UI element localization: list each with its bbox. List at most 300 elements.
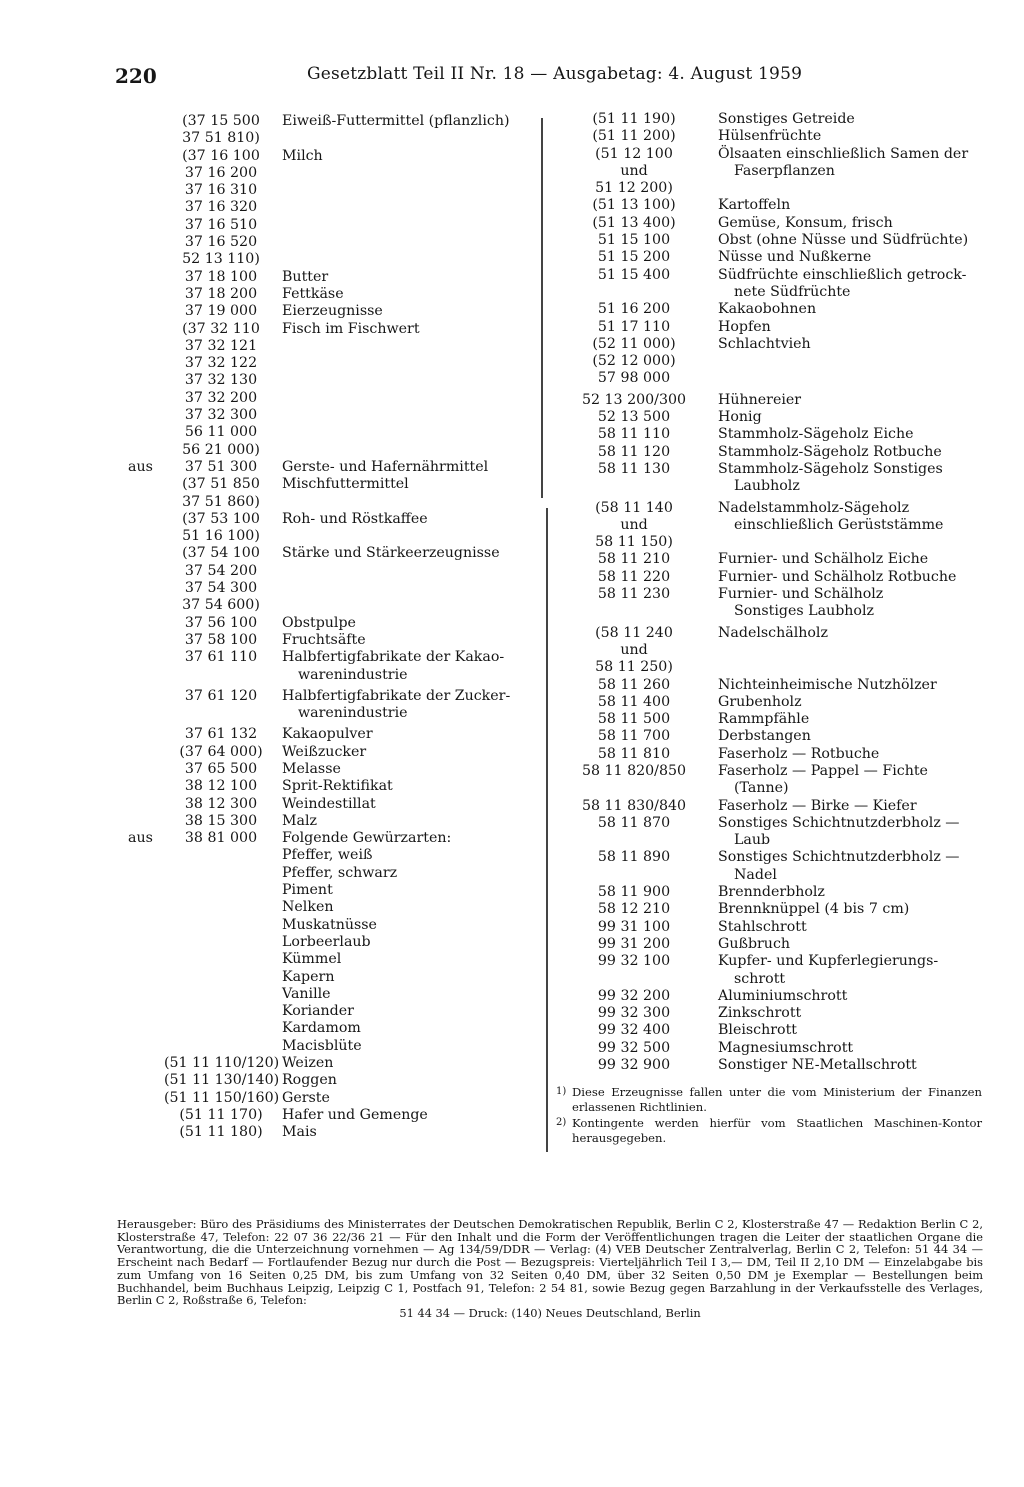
table-row [554,1040,994,1057]
item-description [278,632,528,649]
item-description [714,625,994,642]
item-description [278,286,528,303]
imprint-last-line: 51 44 34 — Druck: (140) Neues Deutschland, Berlin [399,1305,701,1320]
description-text: Zinkschrott [718,1005,802,1022]
item-description [278,545,528,562]
row-prefix: aus [128,458,153,475]
item-description [278,688,528,723]
description-text: Obstpulpe [282,614,356,631]
description-text: Kartoffeln [718,197,791,214]
table-row [554,301,994,318]
description-text: Piment [282,882,333,899]
item-description [714,319,994,336]
table-row [128,1020,528,1037]
item-number: 56 21 000) [182,441,260,458]
footnote-text: Diese Erzeugnisse fallen unter die vom Ministerium der Finanzen erlassenen Richtlinien. [572,1085,982,1114]
item-number: 38 12 300 [184,795,258,812]
description-text: Halbfertigfabrikate der Zucker- [282,687,511,704]
table-row [554,426,994,443]
item-description [278,615,528,632]
description-text: Eiweiß-Futtermittel (pflanzlich) [282,113,510,129]
description-text: Gußbruch [718,935,791,952]
table-row [128,813,528,830]
description-text: Derbstangen [718,728,811,745]
item-description [714,392,994,409]
item-description [714,197,994,214]
table-row [128,1038,528,1055]
table-row [554,392,994,409]
column-divider [546,508,548,1152]
item-number: 58 11 250) [595,659,673,676]
item-number: 38 81 000 [184,830,258,847]
item-description [278,813,528,830]
item-description [714,1005,994,1022]
table-row [128,1003,528,1020]
description-text: Nelken [282,899,334,916]
item-description [714,267,994,302]
item-description [714,677,994,694]
item-description [714,586,994,621]
row-prefix: aus [128,830,153,847]
item-number: 58 11 820/850 [581,762,687,779]
item-number: 58 11 830/840 [581,797,687,814]
item-number: 37 32 200 [184,389,258,406]
description-text: Sonstiges Getreide [718,111,855,127]
table-row [554,849,994,884]
description-text: Hühnereier [718,391,802,408]
table-row [128,494,528,511]
table-row [554,319,994,336]
item-number: 51 15 200 [597,249,671,266]
description-text: Gemüse, Konsum, frisch [718,214,893,231]
item-number: 37 51 860) [182,493,260,510]
item-number: 37 32 130 [184,372,258,389]
item-number: 37 32 300 [184,407,258,424]
item-description [278,830,528,847]
table-row [554,409,994,426]
table-row [128,424,528,441]
table-row [554,500,994,517]
table-row [128,865,528,882]
item-description [714,711,994,728]
item-number: 58 11 150) [595,534,673,551]
table-row [128,338,528,355]
description-text: Furnier- und Schälholz Rotbuche [718,568,957,585]
table-row [554,336,994,353]
description-text: Nadelstammholz-Sägeholz [718,499,910,516]
description-continuation: Faserpflanzen [734,162,835,179]
item-description [714,988,994,1005]
table-row [554,746,994,763]
table-row [128,442,528,459]
table-row [128,269,528,286]
description-text: Weindestillat [282,795,376,812]
description-text: Nichteinheimische Nutzhölzer [718,676,937,693]
table-row [128,744,528,761]
item-number: 99 32 200 [597,987,671,1004]
table-row [554,128,994,145]
description-text: Faserholz — Pappel — Fichte [718,762,928,779]
item-description [714,936,994,953]
item-description [278,511,528,528]
item-number: 99 32 900 [597,1057,671,1074]
description-text: Folgende Gewürzarten: [282,830,452,847]
description-text: Mischfuttermittel [282,476,409,493]
table-row [128,986,528,1003]
description-text: Sonstiges Schichtnutzderbholz — [718,814,960,831]
item-description [278,476,528,493]
table-row [128,182,528,199]
item-description [714,444,994,461]
description-text: Faserholz — Birke — Kiefer [718,797,917,814]
item-number: 37 61 110 [184,649,258,666]
description-continuation: Nadel [734,866,777,883]
item-number: (51 13 400) [592,214,676,231]
table-row [554,1022,994,1039]
description-text: Brennknüppel (4 bis 7 cm) [718,901,910,918]
item-description [714,798,994,815]
item-number: (51 11 110/120) [164,1055,280,1072]
description-text: Furnier- und Schälholz [718,586,884,603]
item-number: 51 16 200 [597,301,671,318]
table-row [554,642,994,659]
table-row [554,370,994,387]
item-number: 58 11 220 [597,568,671,585]
table-row [554,677,994,694]
item-description [714,815,994,850]
table-row [128,217,528,234]
table-row [554,988,994,1005]
item-description [714,1057,994,1074]
item-number: und [620,516,648,533]
item-description [714,849,994,884]
description-text: Faserholz — Rotbuche [718,745,880,762]
description-text: Pfeffer, weiß [282,847,373,864]
item-number: 99 32 500 [597,1039,671,1056]
description-continuation: warenindustrie [298,666,408,683]
item-number: 52 13 200/300 [581,391,687,408]
description-continuation: Laub [734,832,771,849]
description-text: Kapern [282,968,335,985]
table-row [554,763,994,798]
description-continuation: (Tanne) [734,780,789,797]
table-row [554,267,994,302]
item-number: (37 15 500 [182,113,260,129]
item-number: 37 65 500 [184,760,258,777]
table-row [128,830,528,847]
item-number: (51 11 190) [592,111,676,127]
table-row [554,232,994,249]
item-description [278,1124,528,1141]
description-text: Vanille [282,985,331,1002]
item-number: 38 12 100 [184,778,258,795]
table-row [554,815,994,850]
description-text: Melasse [282,760,341,777]
table-row [554,461,994,496]
item-description [278,917,528,934]
table-row [128,934,528,951]
item-number: 56 11 000 [184,424,258,441]
description-continuation: Sonstiges Laubholz [734,603,874,620]
table-row [554,586,994,621]
item-number: 51 17 110 [597,318,671,335]
description-text: Milch [282,147,323,164]
description-text: Hopfen [718,318,771,335]
item-description [714,728,994,745]
description-text: Südfrüchte einschließlich getrock- [718,266,967,283]
description-text: Pfeffer, schwarz [282,864,398,881]
item-number: 37 56 100 [184,614,258,631]
table-row [554,728,994,745]
table-row [554,551,994,568]
description-text: Kakaopulver [282,726,373,743]
item-description [714,301,994,318]
item-number: 37 16 310 [184,182,258,199]
description-text: Stahlschrott [718,918,807,935]
item-description [278,726,528,743]
description-text: Hafer und Gemenge [282,1106,428,1123]
table-row [128,199,528,216]
item-number: 58 11 120 [597,443,671,460]
item-number: (37 16 100 [182,147,260,164]
description-continuation: Laubholz [734,478,800,495]
table-row [128,847,528,864]
item-number: 37 54 300 [184,580,258,597]
table-row [554,444,994,461]
table-row [128,303,528,320]
item-number: 51 15 100 [597,232,671,249]
table-row [128,951,528,968]
item-number: (58 11 240 [595,624,673,641]
item-number: 58 11 500 [597,711,671,728]
description-text: Aluminiumschrott [718,987,848,1004]
description-text: Roh- und Röstkaffee [282,510,428,527]
table-row [128,1124,528,1141]
table-row [554,625,994,642]
item-number: 58 11 890 [597,849,671,866]
item-description [714,1022,994,1039]
left-column [128,113,528,1142]
item-number: 37 61 120 [184,687,258,704]
description-text: Fruchtsäfte [282,631,366,648]
item-number: und [620,641,648,658]
table-row [554,215,994,232]
description-continuation: einschließlich Gerüststämme [734,516,944,533]
item-description [714,919,994,936]
item-description [278,148,528,165]
description-text: Bleischrott [718,1022,797,1039]
item-number: (37 51 850 [182,476,260,493]
description-text: Nüsse und Nußkerne [718,249,872,266]
footnote [556,1085,982,1114]
table-row [554,111,994,128]
description-text: Schlachtvieh [718,335,811,352]
table-row [128,796,528,813]
item-description [278,934,528,951]
item-description [278,969,528,986]
description-text: Gerste- und Hafernährmittel [282,458,489,475]
table-row [128,130,528,147]
table-row [554,798,994,815]
item-description [278,1020,528,1037]
item-number: (51 11 180) [179,1124,263,1141]
item-number: 58 11 210 [597,551,671,568]
table-row [554,163,994,180]
description-text: Eierzeugnisse [282,303,383,320]
description-text: Butter [282,268,329,285]
description-text: Kakaobohnen [718,301,817,318]
description-text: Furnier- und Schälholz Eiche [718,551,929,568]
item-number: (52 12 000) [592,353,676,370]
footnote-mark: 2) [556,1117,567,1128]
table-row [554,711,994,728]
item-number: (51 11 200) [592,128,676,145]
item-number: 58 11 260 [597,676,671,693]
table-row [128,649,528,684]
item-number: 37 51 300 [184,458,258,475]
description-text: Kümmel [282,951,342,968]
item-description [278,649,528,684]
description-text: Macisblüte [282,1037,362,1054]
item-description [714,461,994,496]
item-number: 58 11 110 [597,426,671,443]
table-row [128,476,528,493]
description-text: Sprit-Rektifikat [282,778,393,795]
item-number: (37 32 110 [182,320,260,337]
page-number: 220 [115,64,157,88]
item-number: 37 51 810) [182,130,260,147]
table-row [554,694,994,711]
footnotes [556,1085,982,1147]
table-row [128,148,528,165]
description-text: Koriander [282,1003,354,1020]
table-row [128,580,528,597]
table-row [128,726,528,743]
item-number: 37 16 320 [184,199,258,216]
table-row [554,534,994,551]
table-row [128,917,528,934]
item-description [714,746,994,763]
table-row [128,113,528,130]
table-row [554,659,994,676]
item-description [278,744,528,761]
item-number: (51 12 100 [595,145,673,162]
item-number: 99 31 200 [597,935,671,952]
table-row [554,919,994,936]
item-description [714,901,994,918]
table-row [128,563,528,580]
description-continuation: warenindustrie [298,705,408,722]
table-row [554,1005,994,1022]
item-number: 57 98 000 [597,370,671,387]
description-text: Mais [282,1124,317,1141]
item-description [278,1107,528,1124]
item-number: 51 16 100) [182,528,260,545]
table-row [128,251,528,268]
item-number: (51 11 130/140) [164,1072,280,1089]
table-row [554,884,994,901]
description-text: Kupfer- und Kupferlegierungs- [718,953,939,970]
item-number: 58 11 870 [597,814,671,831]
table-row [128,899,528,916]
description-text: Stammholz-Sägeholz Sonstiges [718,460,943,477]
table-row [128,688,528,723]
running-head: Gesetzblatt Teil II Nr. 18 — Ausgabetag: 4. August 1959 [307,64,803,84]
footnote [556,1116,982,1145]
column-divider [541,118,543,498]
table-row [128,1107,528,1124]
table-row [128,632,528,649]
description-text: Brennderbholz [718,884,825,901]
item-description [714,1040,994,1057]
description-text: Grubenholz [718,693,802,710]
item-description [714,409,994,426]
item-number: 51 12 200) [595,180,673,197]
table-row [128,615,528,632]
item-description [714,763,994,798]
item-number: 38 15 300 [184,812,258,829]
description-text: Rammpfähle [718,711,810,728]
table-row [554,146,994,163]
item-number: 58 11 230 [597,586,671,603]
table-row [128,286,528,303]
description-text: Obst (ohne Nüsse und Südfrüchte) [718,232,969,249]
right-column [554,111,994,1074]
description-text: Stammholz-Sägeholz Rotbuche [718,443,942,460]
item-description [278,1055,528,1072]
item-description [278,899,528,916]
table-row [128,761,528,778]
item-number: (52 11 000) [592,335,676,352]
description-text: Fettkäse [282,285,344,302]
table-row [128,1090,528,1107]
item-description [278,847,528,864]
item-description [714,694,994,711]
item-number: (58 11 140 [595,499,673,516]
item-number: (37 64 000) [179,743,263,760]
item-number: 58 11 900 [597,884,671,901]
description-text: Stammholz-Sägeholz Eiche [718,426,914,443]
description-text: Gerste [282,1089,330,1106]
imprint [117,1218,983,1320]
table-row [128,321,528,338]
item-number: 99 32 400 [597,1022,671,1039]
item-number: 37 16 510 [184,216,258,233]
item-description [278,1003,528,1020]
item-description [714,336,994,353]
table-row [128,407,528,424]
item-description [278,303,528,320]
description-text: Muskatnüsse [282,916,377,933]
description-text: Magnesiumschrott [718,1039,854,1056]
item-number: und [620,162,648,179]
item-description [278,778,528,795]
item-description [278,1072,528,1089]
item-number: 37 16 200 [184,164,258,181]
item-description [278,951,528,968]
footnote-mark: 1) [556,1086,567,1097]
item-description [278,269,528,286]
item-number: 58 11 810 [597,745,671,762]
description-text: Ölsaaten einschließlich Samen der [718,145,969,162]
table-row [554,901,994,918]
item-number: 52 13 110) [182,251,260,268]
table-row [554,569,994,586]
table-row [128,355,528,372]
item-description [714,884,994,901]
item-number: 37 18 100 [184,268,258,285]
item-number: 58 11 130 [597,460,671,477]
